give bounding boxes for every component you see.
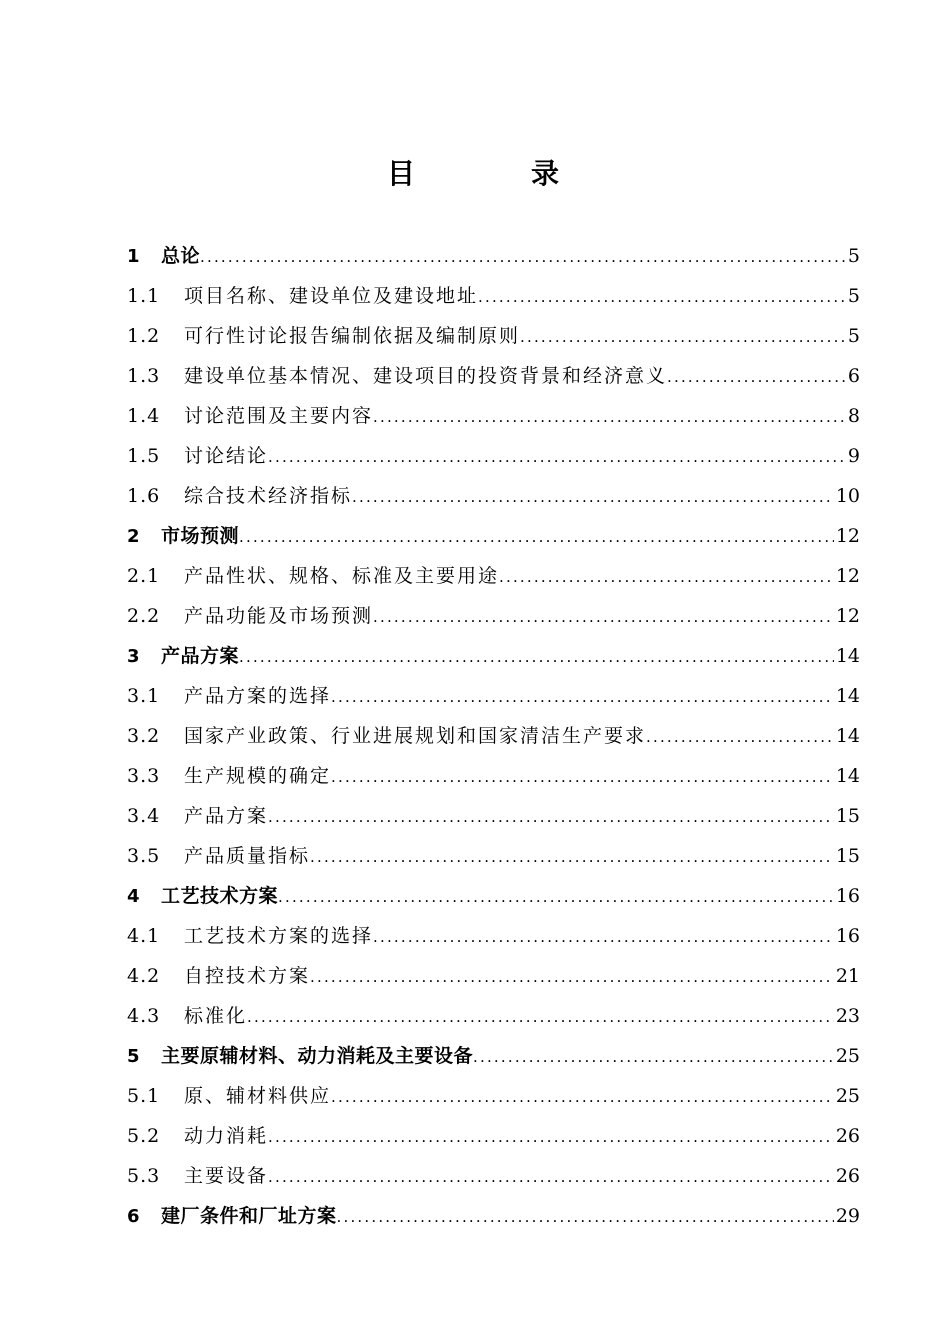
toc-number: 5.1 xyxy=(127,1085,161,1107)
toc-leader-dots xyxy=(352,477,834,517)
toc-number: 6 xyxy=(127,1206,140,1227)
toc-leader-dots xyxy=(520,317,846,357)
toc-title: 产品方案的选择 xyxy=(184,685,332,707)
toc-number: 4.1 xyxy=(127,925,161,947)
toc-entry-1-1[interactable] xyxy=(127,276,860,316)
toc-entry-2[interactable] xyxy=(127,516,860,556)
toc-leader-dots xyxy=(268,797,834,837)
toc-title: 项目名称、建设单位及建设地址 xyxy=(184,285,479,307)
toc-page-number: 5 xyxy=(847,285,860,307)
toc-title: 产品质量指标 xyxy=(184,845,311,867)
toc-number: 3.3 xyxy=(127,765,161,787)
toc-leader-dots xyxy=(373,597,834,637)
toc-title: 讨论范围及主要内容 xyxy=(184,405,374,427)
toc-number: 2.1 xyxy=(127,565,161,587)
toc-page-number: 12 xyxy=(835,605,860,627)
toc-entry-2-1[interactable] xyxy=(127,556,860,596)
toc-page-number: 25 xyxy=(835,1045,860,1067)
toc-number: 1 xyxy=(127,246,140,267)
toc-page-number: 5 xyxy=(847,325,860,347)
toc-leader-dots xyxy=(200,237,846,277)
toc-leader-dots xyxy=(373,917,834,957)
toc-leader-dots xyxy=(310,957,834,997)
toc-page-number: 16 xyxy=(835,885,860,907)
toc-title: 产品方案 xyxy=(184,805,269,827)
toc-number: 3.5 xyxy=(127,845,161,867)
toc-title: 建厂条件和厂址方案 xyxy=(161,1205,337,1227)
toc-title: 主要设备 xyxy=(184,1165,269,1187)
toc-leader-dots xyxy=(473,1037,834,1077)
toc-number: 1.3 xyxy=(127,365,161,387)
toc-entry-3[interactable] xyxy=(127,636,860,676)
toc-leader-dots xyxy=(247,997,834,1037)
toc-page-number: 14 xyxy=(835,725,860,747)
toc-number: 1.6 xyxy=(127,485,161,507)
toc-leader-dots xyxy=(331,677,834,717)
toc-leader-dots xyxy=(331,1077,834,1117)
toc-title: 建设单位基本情况、建设项目的投资背景和经济意义 xyxy=(184,365,668,387)
toc-entry-3-2[interactable] xyxy=(127,716,860,756)
toc-title: 产品性状、规格、标准及主要用途 xyxy=(184,565,500,587)
toc-entry-5-1[interactable] xyxy=(127,1076,860,1116)
toc-number: 1.2 xyxy=(127,325,161,347)
toc-leader-dots xyxy=(268,437,846,477)
table-of-contents xyxy=(127,236,860,1236)
toc-entry-5-3[interactable] xyxy=(127,1156,860,1196)
toc-leader-dots xyxy=(373,397,846,437)
toc-page-number: 6 xyxy=(847,365,860,387)
toc-number: 5.3 xyxy=(127,1165,161,1187)
toc-entry-2-2[interactable] xyxy=(127,596,860,636)
toc-page-number: 29 xyxy=(835,1205,860,1227)
toc-entry-1-6[interactable] xyxy=(127,476,860,516)
toc-page-number: 25 xyxy=(835,1085,860,1107)
toc-page-number: 12 xyxy=(835,525,860,547)
toc-title: 主要原辅材料、动力消耗及主要设备 xyxy=(161,1045,474,1067)
toc-title: 生产规模的确定 xyxy=(184,765,332,787)
toc-page-number: 9 xyxy=(847,445,860,467)
toc-leader-dots xyxy=(499,557,834,597)
toc-entry-5-2[interactable] xyxy=(127,1116,860,1156)
toc-entry-3-5[interactable] xyxy=(127,836,860,876)
toc-entry-1-5[interactable] xyxy=(127,436,860,476)
page-title: 目 录 xyxy=(386,157,603,190)
toc-leader-dots xyxy=(478,277,846,317)
toc-page-number: 16 xyxy=(835,925,860,947)
toc-leader-dots xyxy=(268,1117,834,1157)
toc-title: 原、辅材料供应 xyxy=(184,1085,332,1107)
toc-page-number: 8 xyxy=(847,405,860,427)
toc-page-number: 14 xyxy=(835,685,860,707)
toc-page-number: 15 xyxy=(835,845,860,867)
toc-number: 1.4 xyxy=(127,405,161,427)
toc-title: 综合技术经济指标 xyxy=(184,485,353,507)
toc-page-number: 15 xyxy=(835,805,860,827)
toc-number: 3.4 xyxy=(127,805,161,827)
toc-title: 工艺技术方案的选择 xyxy=(184,925,374,947)
toc-entry-1-2[interactable] xyxy=(127,316,860,356)
toc-number: 5.2 xyxy=(127,1125,161,1147)
toc-leader-dots xyxy=(278,877,834,917)
toc-leader-dots xyxy=(646,717,834,757)
toc-leader-dots xyxy=(268,1157,834,1197)
toc-page-number: 26 xyxy=(835,1125,860,1147)
toc-number: 4.2 xyxy=(127,965,161,987)
toc-title: 工艺技术方案 xyxy=(161,885,279,907)
toc-number: 2.2 xyxy=(127,605,161,627)
toc-leader-dots xyxy=(239,517,834,557)
toc-number: 5 xyxy=(127,1046,140,1067)
toc-page-number: 12 xyxy=(835,565,860,587)
toc-entry-6[interactable] xyxy=(127,1196,860,1236)
toc-page-number: 5 xyxy=(847,245,860,267)
toc-title: 自控技术方案 xyxy=(184,965,311,987)
toc-title: 总论 xyxy=(161,245,201,267)
toc-leader-dots xyxy=(331,757,834,797)
toc-number: 1.5 xyxy=(127,445,161,467)
toc-title: 动力消耗 xyxy=(184,1125,269,1147)
toc-number: 3.1 xyxy=(127,685,161,707)
toc-leader-dots xyxy=(239,637,834,677)
toc-entry-4-1[interactable] xyxy=(127,916,860,956)
toc-title: 标准化 xyxy=(184,1005,248,1027)
toc-page-number: 14 xyxy=(835,765,860,787)
toc-entry-5[interactable] xyxy=(127,1036,860,1076)
toc-number: 1.1 xyxy=(127,285,161,307)
toc-page-number: 21 xyxy=(835,965,860,987)
toc-entry-4-3[interactable] xyxy=(127,996,860,1036)
toc-page-number: 26 xyxy=(835,1165,860,1187)
toc-page-number: 23 xyxy=(835,1005,860,1027)
toc-leader-dots xyxy=(310,837,834,877)
toc-title: 可行性讨论报告编制依据及编制原则 xyxy=(184,325,521,347)
toc-entry-1-3[interactable] xyxy=(127,356,860,396)
toc-entry-3-1[interactable] xyxy=(127,676,860,716)
toc-number: 4.3 xyxy=(127,1005,161,1027)
toc-page-number: 14 xyxy=(835,645,860,667)
toc-entry-1-4[interactable] xyxy=(127,396,860,436)
toc-title: 市场预测 xyxy=(161,525,240,547)
toc-number: 2 xyxy=(127,526,140,547)
toc-title: 产品方案 xyxy=(161,645,240,667)
toc-leader-dots xyxy=(667,357,846,397)
toc-number: 3 xyxy=(127,646,140,667)
toc-number: 4 xyxy=(127,886,140,907)
toc-title: 产品功能及市场预测 xyxy=(184,605,374,627)
toc-entry-4-2[interactable] xyxy=(127,956,860,996)
toc-entry-4[interactable] xyxy=(127,876,860,916)
toc-entry-3-4[interactable] xyxy=(127,796,860,836)
toc-leader-dots xyxy=(337,1197,834,1237)
toc-entry-1[interactable] xyxy=(127,236,860,276)
toc-title: 讨论结论 xyxy=(184,445,269,467)
toc-number: 3.2 xyxy=(127,725,161,747)
toc-entry-3-3[interactable] xyxy=(127,756,860,796)
toc-page-number: 10 xyxy=(835,485,860,507)
toc-title: 国家产业政策、行业进展规划和国家清洁生产要求 xyxy=(184,725,647,747)
